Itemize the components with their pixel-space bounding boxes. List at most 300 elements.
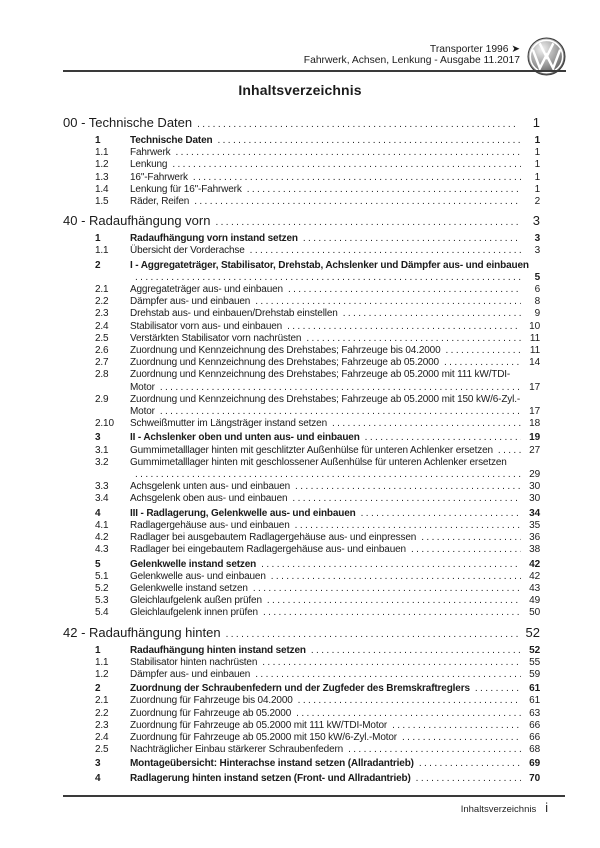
entry-line xyxy=(130,245,540,257)
entry-line xyxy=(130,357,540,369)
toc-entry[interactable] xyxy=(63,520,540,532)
entry-line xyxy=(130,732,540,744)
entry-title: Zuordnung der Schraubenfedern und der Zugfeder des Bremskraftreglers xyxy=(130,683,470,695)
entry-number: 4.3 xyxy=(95,544,109,556)
entry-page-number: 18 xyxy=(529,418,540,430)
entry-line xyxy=(130,720,540,732)
toc-entry[interactable] xyxy=(63,695,540,707)
toc-entry[interactable] xyxy=(63,559,540,571)
entry-number: 5.2 xyxy=(95,582,109,594)
toc-entry[interactable] xyxy=(63,532,540,544)
entry-number: 2.3 xyxy=(95,308,109,320)
entry-page-number: 70 xyxy=(529,772,540,784)
toc-entry[interactable] xyxy=(63,418,540,430)
entry-line xyxy=(130,583,540,595)
entry-page-number: 49 xyxy=(529,595,540,607)
entry-title: Radlager bei ausgebautem Radlagergehäuse aus- und einpressen xyxy=(130,532,417,544)
dot-leader xyxy=(261,559,521,571)
entry-number: 2.2 xyxy=(95,707,109,719)
entry-page-number: 34 xyxy=(529,507,540,519)
entry-line xyxy=(130,559,540,571)
entry-body xyxy=(130,172,540,184)
entry-page-number: 42 xyxy=(529,558,540,570)
dot-leader xyxy=(250,245,521,257)
entry-line xyxy=(130,758,540,770)
entry-page-number: 11 xyxy=(529,332,540,344)
entry-number: 3.3 xyxy=(95,481,109,493)
entry-title: Übersicht der Vorderachse xyxy=(130,245,245,257)
entry-page-number: 42 xyxy=(529,570,540,582)
header-divider xyxy=(63,70,566,72)
entry-page-number: 61 xyxy=(529,695,540,707)
entry-title: Radlagergehäuse aus- und einbauen xyxy=(130,519,290,531)
entry-line xyxy=(130,695,540,707)
entry-page-number: 17 xyxy=(529,406,540,418)
entry-title: Zuordnung für Fahrzeuge ab 05.2000 xyxy=(130,707,292,719)
entry-title: Montageübersicht: Hinterachse instand setzen (Allradantrieb) xyxy=(130,758,414,770)
entry-title: Dämpfer aus- und einbauen xyxy=(130,668,251,680)
entry-title: Zuordnung und Kennzeichnung des Drehstabes; Fahrzeuge ab 05.2000 mit 150 kW/6-Zyl.- xyxy=(130,393,521,405)
toc-entry[interactable] xyxy=(63,758,540,770)
entry-number: 1.4 xyxy=(95,183,109,195)
entry-page-number: 14 xyxy=(529,357,540,369)
toc-entry[interactable] xyxy=(63,345,540,357)
entry-body xyxy=(130,595,540,607)
entry-page-number: 3 xyxy=(534,245,540,257)
toc-entry[interactable] xyxy=(63,172,540,184)
entry-title: Zuordnung und Kennzeichnung des Drehstabes; Fahrzeuge ab 05.2000 xyxy=(130,357,439,369)
dot-leader xyxy=(135,469,521,481)
entry-body xyxy=(130,184,540,196)
toc-entry[interactable] xyxy=(63,432,540,444)
entry-page-number: 19 xyxy=(529,432,540,444)
toc-entry[interactable] xyxy=(63,669,540,681)
toc-section-title-row[interactable] xyxy=(63,625,540,643)
entry-page-number: 52 xyxy=(529,644,540,656)
toc-entry[interactable] xyxy=(63,457,540,481)
entry-title: Zuordnung und Kennzeichnung des Drehstabes; Fahrzeuge bis 04.2000 xyxy=(130,345,441,357)
entry-title: Drehstab aus- und einbauen/Drehstab einstellen xyxy=(130,308,338,320)
toc-entry[interactable] xyxy=(63,744,540,756)
entry-body xyxy=(130,708,540,720)
entry-number: 5.3 xyxy=(95,595,109,607)
entry-page-number: 5 xyxy=(534,271,540,283)
entry-number: 2.8 xyxy=(95,369,109,381)
entry-body xyxy=(130,732,540,744)
toc-entry[interactable] xyxy=(63,245,540,257)
entry-number: 5 xyxy=(95,558,101,570)
entry-number: 2.2 xyxy=(95,296,109,308)
dot-leader xyxy=(348,744,521,756)
entry-page-number: 2 xyxy=(534,196,540,208)
entry-title: Schweißmutter im Längsträger instand setzen xyxy=(130,418,327,430)
toc-entry[interactable] xyxy=(63,708,540,720)
dot-leader xyxy=(445,345,521,357)
entry-title: Radlagerung hinten instand setzen (Front- und Allradantrieb) xyxy=(130,772,411,784)
entry-body xyxy=(130,147,540,159)
dot-leader xyxy=(419,758,521,770)
entry-line xyxy=(130,544,540,556)
toc-entry[interactable] xyxy=(63,284,540,296)
entry-number: 4.2 xyxy=(95,532,109,544)
entry-page-number: 8 xyxy=(534,296,540,308)
toc-entry[interactable] xyxy=(63,720,540,732)
entry-line xyxy=(130,418,540,430)
entry-title: Technische Daten xyxy=(130,135,213,146)
toc-entry[interactable] xyxy=(63,233,540,245)
entry-number: 2.1 xyxy=(95,284,109,296)
entry-page-number: 27 xyxy=(529,444,540,456)
entry-line xyxy=(130,669,540,681)
entry-page-number: 1 xyxy=(534,147,540,159)
footer-label: Inhaltsverzeichnis xyxy=(460,804,537,815)
entry-line xyxy=(130,135,540,147)
toc-entry[interactable] xyxy=(63,481,540,493)
toc-entry[interactable] xyxy=(63,321,540,333)
entry-page-number: 59 xyxy=(529,668,540,680)
dot-leader xyxy=(444,357,521,369)
entry-page-number: 36 xyxy=(529,532,540,544)
dot-leader xyxy=(392,720,521,732)
dot-leader xyxy=(247,184,521,196)
toc-entry[interactable] xyxy=(63,445,540,457)
dot-leader xyxy=(255,296,521,308)
entry-page-number: 9 xyxy=(534,308,540,320)
entry-number: 3.1 xyxy=(95,444,109,456)
entry-line xyxy=(130,172,540,184)
entry-body xyxy=(130,260,540,284)
entry-line xyxy=(130,147,540,159)
entry-line xyxy=(130,159,540,171)
dot-leader xyxy=(197,115,519,133)
entry-title: Gummimetalllager hinten mit geschlitzter Außenhülse für unteren Achlenker ersetzen xyxy=(130,444,493,456)
entry-number: 1 xyxy=(95,135,101,146)
entry-title: Verstärkten Stabilisator vorn nachrüsten xyxy=(130,332,302,344)
entry-body xyxy=(130,607,540,619)
entry-body xyxy=(130,583,540,595)
entry-title: I - Aggregateträger, Stabilisator, Drehstab, Achslenker und Dämpfer aus- und einbauen xyxy=(130,259,529,271)
dot-leader xyxy=(215,213,519,231)
entry-number: 2.9 xyxy=(95,393,109,405)
entry-line xyxy=(130,607,540,619)
entry-number: 1 xyxy=(95,644,101,656)
entry-body xyxy=(130,233,540,245)
dot-leader xyxy=(217,135,521,147)
toc-entry[interactable] xyxy=(63,333,540,345)
entry-line xyxy=(130,457,540,469)
entry-number: 1 xyxy=(95,233,101,245)
entry-title: 16"-Fahrwerk xyxy=(130,171,188,183)
entry-number: 2.5 xyxy=(95,332,109,344)
entry-body xyxy=(130,159,540,171)
entry-body xyxy=(130,445,540,457)
dot-leader xyxy=(311,645,521,657)
entry-body xyxy=(130,245,540,257)
entry-page-number: 30 xyxy=(529,493,540,505)
dot-leader xyxy=(262,657,521,669)
entry-body xyxy=(130,520,540,532)
toc-entry[interactable] xyxy=(63,544,540,556)
dot-leader xyxy=(402,732,521,744)
toc-section xyxy=(63,115,540,208)
entry-body xyxy=(130,135,540,147)
entry-title: Radaufhängung vorn instand setzen xyxy=(130,233,298,245)
section-page-number: 1 xyxy=(532,115,540,130)
table-of-contents xyxy=(63,115,540,785)
entry-number: 2.4 xyxy=(95,320,109,332)
entry-line xyxy=(130,773,540,785)
entry-line xyxy=(130,321,540,333)
dot-leader xyxy=(172,159,521,171)
toc-entry[interactable] xyxy=(63,493,540,505)
entry-line xyxy=(130,469,540,481)
dot-leader xyxy=(271,571,521,583)
entry-number: 2.4 xyxy=(95,731,109,743)
entry-line xyxy=(130,406,540,418)
toc-section xyxy=(63,213,540,619)
entry-line xyxy=(130,308,540,320)
entry-body xyxy=(130,196,540,208)
page-footer xyxy=(461,801,548,815)
toc-entry[interactable] xyxy=(63,296,540,308)
entry-number: 2.5 xyxy=(95,744,109,756)
entry-body xyxy=(130,493,540,505)
entry-page-number: 1 xyxy=(534,159,540,171)
toc-entry[interactable] xyxy=(63,184,540,196)
entry-body xyxy=(130,683,540,695)
entry-title: Gelenkwelle instand setzen xyxy=(130,582,248,594)
toc-entry[interactable] xyxy=(63,159,540,171)
entry-body xyxy=(130,284,540,296)
entry-line xyxy=(130,683,540,695)
toc-entry[interactable] xyxy=(63,607,540,619)
toc-entry[interactable] xyxy=(63,196,540,208)
dot-leader xyxy=(365,432,521,444)
entry-body xyxy=(130,669,540,681)
entry-title: Achsgelenk unten aus- und einbauen xyxy=(130,481,291,493)
dot-leader xyxy=(263,607,521,619)
entry-title: Räder, Reifen xyxy=(130,196,190,208)
entry-number: 2 xyxy=(95,683,101,695)
dot-leader xyxy=(194,196,521,208)
entry-number: 1.2 xyxy=(95,668,109,680)
header-model-line: Transporter 1996 ➤ xyxy=(429,44,520,55)
entry-title: Zuordnung für Fahrzeuge bis 04.2000 xyxy=(130,695,293,707)
toc-entry[interactable] xyxy=(63,394,540,418)
entry-page-number: 35 xyxy=(529,519,540,531)
entry-number: 1.5 xyxy=(95,196,109,208)
entry-body xyxy=(130,532,540,544)
entry-body xyxy=(130,508,540,520)
toc-entry[interactable] xyxy=(63,357,540,369)
entry-title: Zuordnung für Fahrzeuge ab 05.2000 mit 111 kW/TDI-Motor xyxy=(130,719,388,731)
entry-line xyxy=(130,657,540,669)
entry-page-number: 43 xyxy=(529,582,540,594)
entry-line xyxy=(130,345,540,357)
entry-title: Aggregateträger aus- und einbauen xyxy=(130,284,283,296)
dot-leader xyxy=(361,508,521,520)
entry-line xyxy=(130,532,540,544)
entry-page-number: 10 xyxy=(529,320,540,332)
entry-body xyxy=(130,432,540,444)
entry-line xyxy=(130,445,540,457)
dot-leader xyxy=(332,418,521,430)
entry-title: Gleichlaufgelenk außen prüfen xyxy=(130,595,262,607)
entry-title: III - Radlagerung, Gelenkwelle aus- und einbauen xyxy=(130,507,356,519)
section-title: 00 - Technische Daten xyxy=(63,115,193,130)
entry-title-continued: Motor xyxy=(130,406,155,418)
entry-body xyxy=(130,695,540,707)
entry-number: 2.10 xyxy=(95,418,114,430)
entry-line xyxy=(130,432,540,444)
toc-entry[interactable] xyxy=(63,657,540,669)
entry-title: Stabilisator vorn aus- und einbauen xyxy=(130,320,283,332)
entry-line xyxy=(130,196,540,208)
entry-number: 3 xyxy=(95,758,101,770)
toc-entry[interactable] xyxy=(63,135,540,147)
entry-line xyxy=(130,645,540,657)
entry-page-number: 3 xyxy=(534,233,540,245)
entry-title: Radaufhängung hinten instand setzen xyxy=(130,644,306,656)
entry-line xyxy=(130,333,540,345)
dot-leader xyxy=(287,321,521,333)
toc-section xyxy=(63,625,540,785)
entry-line xyxy=(130,493,540,505)
entry-number: 1.1 xyxy=(95,656,109,668)
entry-title: Lenkung xyxy=(130,159,168,171)
entry-page-number: 30 xyxy=(529,481,540,493)
dot-leader xyxy=(306,333,521,345)
dot-leader xyxy=(292,493,521,505)
entry-body xyxy=(130,773,540,785)
entry-body xyxy=(130,333,540,345)
entry-body xyxy=(130,457,540,481)
entry-number: 1.2 xyxy=(95,159,109,171)
entry-body xyxy=(130,308,540,320)
entry-title: Achsgelenk oben aus- und einbauen xyxy=(130,493,288,505)
entry-title: Dämpfer aus- und einbauen xyxy=(130,296,251,308)
dot-leader xyxy=(160,406,521,418)
dot-leader xyxy=(295,520,521,532)
dot-leader xyxy=(135,272,521,284)
entry-title: Zuordnung für Fahrzeuge ab 05.2000 mit 150 kW/6-Zyl.-Motor xyxy=(130,731,397,743)
toc-entry[interactable] xyxy=(63,571,540,583)
entry-body xyxy=(130,481,540,493)
toc-entry[interactable] xyxy=(63,732,540,744)
entry-body xyxy=(130,369,540,393)
entry-body xyxy=(130,394,540,418)
toc-entry[interactable] xyxy=(63,595,540,607)
entry-number: 4.1 xyxy=(95,519,109,531)
entry-title: Zuordnung und Kennzeichnung des Drehstabes; Fahrzeuge ab 05.2000 mit 111 kW/TDI- xyxy=(130,369,511,381)
entry-body xyxy=(130,418,540,430)
toc-entry[interactable] xyxy=(63,683,540,695)
toc-entry[interactable] xyxy=(63,260,540,284)
section-page-number: 52 xyxy=(525,624,540,640)
entry-line xyxy=(130,369,540,381)
entry-number: 2.3 xyxy=(95,719,109,731)
dot-leader xyxy=(288,284,521,296)
entry-line xyxy=(130,284,540,296)
entry-body xyxy=(130,571,540,583)
page-header xyxy=(304,44,520,66)
entry-title: Stabilisator hinten nachrüsten xyxy=(130,656,258,668)
entry-body xyxy=(130,321,540,333)
entry-line xyxy=(130,744,540,756)
header-subject-line: Fahrwerk, Achsen, Lenkung - Ausgabe 11.2017 xyxy=(303,55,520,66)
dot-leader xyxy=(255,669,521,681)
dot-leader xyxy=(267,595,521,607)
dot-leader xyxy=(226,625,519,643)
entry-number: 1.1 xyxy=(95,147,109,159)
dot-leader xyxy=(411,544,521,556)
entry-number: 2.1 xyxy=(95,695,109,707)
toc-entry[interactable] xyxy=(63,147,540,159)
entry-number: 5.1 xyxy=(95,570,109,582)
entry-title: Gelenkwelle instand setzen xyxy=(130,558,257,570)
dot-leader xyxy=(296,708,521,720)
entry-page-number: 68 xyxy=(529,744,540,756)
entry-number: 2 xyxy=(95,259,101,271)
dot-leader xyxy=(253,583,521,595)
entry-line xyxy=(130,260,540,272)
dot-leader xyxy=(160,382,521,394)
section-title: 40 - Radaufhängung vorn xyxy=(63,213,211,229)
entry-page-number: 61 xyxy=(529,683,540,695)
entry-title-continued: Motor xyxy=(130,381,155,393)
entry-body xyxy=(130,744,540,756)
entry-number: 3.2 xyxy=(95,456,109,468)
section-page-number: 3 xyxy=(532,213,540,229)
toc-entry[interactable] xyxy=(63,308,540,320)
dot-leader xyxy=(175,147,521,159)
entry-line xyxy=(130,233,540,245)
entry-number: 1.1 xyxy=(95,245,109,257)
entry-body xyxy=(130,345,540,357)
page-title: Inhaltsverzeichnis xyxy=(238,82,362,98)
entry-number: 2.6 xyxy=(95,345,109,357)
entry-body xyxy=(130,544,540,556)
entry-page-number: 55 xyxy=(529,656,540,668)
entry-page-number: 63 xyxy=(529,707,540,719)
toc-section-title-row[interactable] xyxy=(63,213,540,231)
entry-line xyxy=(130,382,540,394)
entry-page-number: 66 xyxy=(529,719,540,731)
entry-page-number: 66 xyxy=(529,731,540,743)
entry-body xyxy=(130,559,540,571)
dot-leader xyxy=(193,172,521,184)
toc-entry[interactable] xyxy=(63,583,540,595)
footer-page-number: i xyxy=(545,801,548,815)
toc-entry[interactable] xyxy=(63,508,540,520)
dot-leader xyxy=(295,481,521,493)
entry-line xyxy=(130,481,540,493)
entry-line xyxy=(130,296,540,308)
entry-number: 3.4 xyxy=(95,493,109,505)
entry-title: Fahrwerk xyxy=(130,147,171,159)
entry-body xyxy=(130,357,540,369)
toc-entry[interactable] xyxy=(63,773,540,785)
entry-title: Radlager bei eingebautem Radlagergehäuse aus- und einbauen xyxy=(130,544,406,556)
entry-title: Gummimetalllager hinten mit geschlossener Außenhülse für unteren Achlenker ersetzen xyxy=(130,456,507,468)
dot-leader xyxy=(421,532,521,544)
toc-entry[interactable] xyxy=(63,369,540,393)
toc-entry[interactable] xyxy=(63,645,540,657)
entry-page-number: 1 xyxy=(534,183,540,195)
entry-number: 2.7 xyxy=(95,357,109,369)
entry-page-number: 1 xyxy=(534,135,540,146)
toc-section-title-row[interactable] xyxy=(63,115,540,133)
